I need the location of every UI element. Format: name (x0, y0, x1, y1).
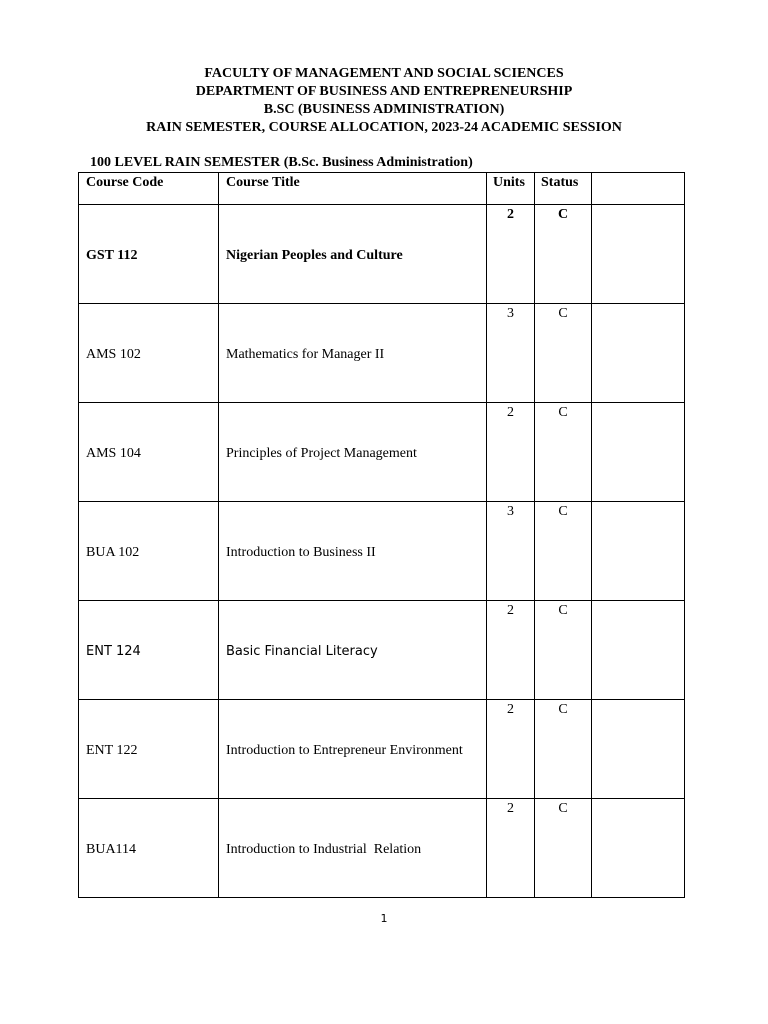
header-units: Units (487, 173, 535, 205)
page-number: 1 (380, 912, 388, 925)
course-status: C (558, 405, 568, 420)
header-status: Status (535, 173, 592, 205)
course-status: C (557, 207, 569, 222)
department-title: DEPARTMENT OF BUSINESS AND ENTREPRENEURSHIP (195, 84, 573, 99)
empty-cell (592, 403, 685, 502)
table-row (79, 700, 685, 799)
document-header (0, 65, 768, 137)
course-code: BUA114 (86, 842, 137, 857)
table-row (79, 205, 685, 304)
course-units: 2 (507, 603, 514, 618)
course-status: C (558, 306, 568, 321)
course-units: 2 (507, 702, 514, 717)
empty-cell (592, 502, 685, 601)
course-code: ENT 122 (86, 743, 138, 758)
table-header-row (79, 173, 685, 205)
table-row (79, 304, 685, 403)
course-title: Principles of Project Management (226, 446, 417, 461)
course-units: 3 (507, 504, 514, 519)
course-units: 3 (507, 306, 514, 321)
course-units: 2 (507, 801, 514, 816)
course-code: AMS 104 (86, 446, 141, 461)
course-status: C (558, 603, 568, 618)
course-title: Basic Financial Literacy (226, 644, 378, 659)
header-course-title: Course Title (219, 173, 487, 205)
course-allocation-table (78, 172, 685, 898)
course-status: C (558, 504, 568, 519)
table-row (79, 799, 685, 898)
course-title: Introduction to Industrial Relation (226, 842, 422, 857)
course-code: AMS 102 (86, 347, 141, 362)
course-units: 2 (507, 405, 514, 420)
table-caption: 100 LEVEL RAIN SEMESTER (B.Sc. Business Administration) (90, 155, 473, 170)
table-row (79, 601, 685, 700)
empty-cell (592, 304, 685, 403)
course-title: Nigerian Peoples and Culture (226, 248, 403, 263)
course-units: 2 (507, 207, 514, 222)
empty-cell (592, 205, 685, 304)
course-status: C (558, 801, 568, 816)
faculty-title: FACULTY OF MANAGEMENT AND SOCIAL SCIENCES (204, 66, 564, 81)
course-code: GST 112 (86, 248, 138, 263)
course-title: Introduction to Entrepreneur Environment (226, 743, 463, 758)
course-title: Introduction to Business II (226, 545, 376, 560)
course-title: Mathematics for Manager II (226, 347, 385, 362)
empty-cell (592, 601, 685, 700)
table-row (79, 502, 685, 601)
header-empty (592, 173, 685, 205)
empty-cell (592, 700, 685, 799)
course-status: C (558, 702, 568, 717)
programme-title: B.SC (BUSINESS ADMINISTRATION) (263, 102, 505, 117)
table-row (79, 403, 685, 502)
session-title: RAIN SEMESTER, COURSE ALLOCATION, 2023-24 ACADEMIC SESSION (146, 120, 622, 135)
course-code: ENT 124 (86, 644, 141, 659)
header-course-code: Course Code (79, 173, 219, 205)
empty-cell (592, 799, 685, 898)
course-code: BUA 102 (86, 545, 140, 560)
